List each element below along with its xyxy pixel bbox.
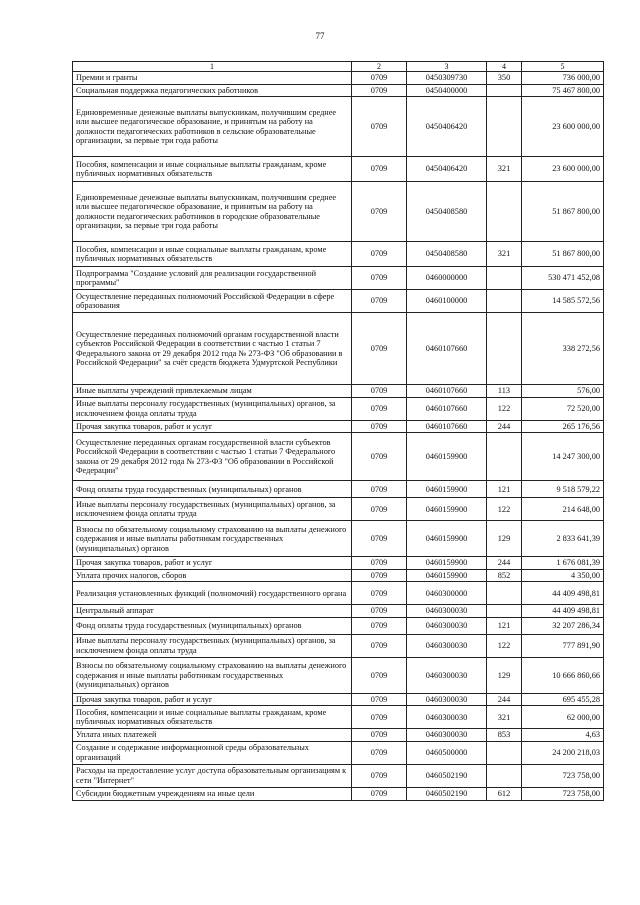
row-expense-type-cell: 122 [487,634,522,657]
row-target-code-cell: 0460159900 [407,433,487,481]
row-expense-type-cell [487,741,522,764]
row-target-code-cell: 0460300030 [407,634,487,657]
row-expense-type-cell [487,313,522,385]
row-target-code-cell: 0460000000 [407,267,487,290]
row-amount-cell: 576,00 [522,385,604,398]
row-section-cell: 0709 [352,787,407,800]
table-row [73,729,604,742]
row-name-cell: Фонд оплаты труда государственных (муниципальных) органов [73,617,352,634]
row-name-cell: Расходы на предоставление услуг доступа образовательным организациям к сети "Интернет" [73,764,352,787]
row-amount-cell: 23 600 000,00 [522,157,604,182]
row-expense-type-cell [487,605,522,618]
row-amount-cell: 695 455,28 [522,693,604,706]
table-row [73,157,604,182]
row-name-cell: Осуществление переданных органам государственной власти субъектов Российской Федерации в соответствии с частью 1 статьи 7 Федерального закона от 29 декабря 2012 года № 273-ФЗ "Об образовании в Российской Федерации" [73,433,352,481]
row-name-cell: Пособия, компенсации и иные социальные выплаты гражданам, кроме публичных нормативных обязательств [73,242,352,267]
row-target-code-cell: 0460300030 [407,617,487,634]
row-expense-type-cell [487,182,522,242]
row-expense-type-cell [487,267,522,290]
row-amount-cell: 24 200 218,03 [522,741,604,764]
row-name-cell: Субсидии бюджетным учреждениям на иные цели [73,787,352,800]
row-amount-cell: 530 471 452,08 [522,267,604,290]
row-target-code-cell: 0460107660 [407,420,487,433]
row-section-cell: 0709 [352,569,407,582]
row-name-cell: Взносы по обязательному социальному страхованию на выплаты денежного содержания и иные выплаты работникам государственных (муниципальных) органов [73,521,352,557]
row-name-cell: Иные выплаты персоналу государственных (муниципальных) органов, за исключением фонда оплаты труда [73,634,352,657]
row-expense-type-cell: 321 [487,157,522,182]
row-expense-type-cell: 350 [487,72,522,85]
row-section-cell: 0709 [352,657,407,693]
row-expense-type-cell [487,433,522,481]
row-name-cell: Иные выплаты учреждений привлекаемым лицам [73,385,352,398]
row-target-code-cell: 0460100000 [407,290,487,313]
row-target-code-cell: 0460300030 [407,706,487,729]
row-amount-cell: 736 000,00 [522,72,604,85]
header-col-3: 3 [407,62,487,72]
table-row [73,267,604,290]
row-expense-type-cell [487,290,522,313]
row-section-cell: 0709 [352,97,407,157]
row-target-code-cell: 0460159900 [407,498,487,521]
row-expense-type-cell: 321 [487,706,522,729]
row-amount-cell: 51 867 800,00 [522,242,604,267]
header-row [73,62,604,72]
row-amount-cell: 1 676 081,39 [522,557,604,570]
row-section-cell: 0709 [352,157,407,182]
table-row [73,657,604,693]
row-target-code-cell: 0460159900 [407,557,487,570]
row-target-code-cell: 0460107660 [407,397,487,420]
row-amount-cell: 32 207 286,34 [522,617,604,634]
row-amount-cell: 23 600 000,00 [522,97,604,157]
row-amount-cell: 4,63 [522,729,604,742]
row-target-code-cell: 0460300030 [407,657,487,693]
table-row [73,693,604,706]
row-section-cell: 0709 [352,481,407,498]
table-row [73,741,604,764]
row-target-code-cell: 0460107660 [407,385,487,398]
row-target-code-cell: 0450400000 [407,84,487,97]
row-section-cell: 0709 [352,72,407,85]
row-amount-cell: 9 518 579,22 [522,481,604,498]
header-col-4: 4 [487,62,522,72]
row-section-cell: 0709 [352,582,407,605]
table-row [73,569,604,582]
row-name-cell: Создание и содержание информационной среды образовательных организаций [73,741,352,764]
row-section-cell: 0709 [352,420,407,433]
table-row [73,498,604,521]
row-expense-type-cell: 244 [487,420,522,433]
row-amount-cell: 4 350,00 [522,569,604,582]
row-section-cell: 0709 [352,242,407,267]
row-name-cell: Иные выплаты персоналу государственных (муниципальных) органов, за исключением фонда оплаты труда [73,397,352,420]
row-section-cell: 0709 [352,617,407,634]
table-row [73,182,604,242]
row-section-cell: 0709 [352,84,407,97]
row-name-cell: Осуществление переданных полномочий Российской Федерации в сфере образования [73,290,352,313]
header-col-5: 5 [522,62,604,72]
row-section-cell: 0709 [352,433,407,481]
table-row [73,557,604,570]
row-name-cell: Подпрограмма "Создание условий для реализации государственной программы" [73,267,352,290]
row-section-cell: 0709 [352,267,407,290]
table-row [73,385,604,398]
table-row [73,617,604,634]
row-expense-type-cell [487,84,522,97]
table-row [73,242,604,267]
row-target-code-cell: 0460107660 [407,313,487,385]
table-row [73,521,604,557]
table-row [73,420,604,433]
row-target-code-cell: 0450406420 [407,97,487,157]
row-target-code-cell: 0460502190 [407,787,487,800]
row-amount-cell: 265 176,56 [522,420,604,433]
header-col-1: 1 [73,62,352,72]
table-row [73,290,604,313]
row-target-code-cell: 0460300030 [407,693,487,706]
row-name-cell: Единовременные денежные выплаты выпускникам, получившим среднее или высшее педагогическое образование, и принятым на работу на должности педагогических работников в городские образовательные организации, за первые три года работы [73,182,352,242]
row-target-code-cell: 0460500000 [407,741,487,764]
row-expense-type-cell: 129 [487,521,522,557]
page-number: 77 [315,31,325,41]
table-row [73,397,604,420]
row-target-code-cell: 0450408580 [407,242,487,267]
row-target-code-cell: 0460159900 [407,521,487,557]
row-section-cell: 0709 [352,693,407,706]
row-section-cell: 0709 [352,764,407,787]
row-expense-type-cell [487,764,522,787]
row-section-cell: 0709 [352,397,407,420]
row-amount-cell: 214 648,00 [522,498,604,521]
row-name-cell: Пособия, компенсации и иные социальные выплаты гражданам, кроме публичных нормативных обязательств [73,706,352,729]
row-amount-cell: 723 758,00 [522,787,604,800]
row-expense-type-cell [487,582,522,605]
table-row [73,84,604,97]
row-amount-cell: 75 467 800,00 [522,84,604,97]
row-expense-type-cell: 244 [487,693,522,706]
table-row [73,582,604,605]
row-target-code-cell: 0460159900 [407,481,487,498]
row-name-cell: Центральный аппарат [73,605,352,618]
row-expense-type-cell: 244 [487,557,522,570]
row-expense-type-cell: 113 [487,385,522,398]
row-section-cell: 0709 [352,557,407,570]
row-name-cell: Прочая закупка товаров, работ и услуг [73,557,352,570]
table-row [73,634,604,657]
row-expense-type-cell: 852 [487,569,522,582]
row-amount-cell: 44 409 498,81 [522,582,604,605]
table-row [73,764,604,787]
table-row [73,605,604,618]
row-expense-type-cell: 121 [487,617,522,634]
budget-table [72,61,604,801]
table-row [73,313,604,385]
header-col-2: 2 [352,62,407,72]
table-row [73,97,604,157]
row-name-cell: Уплата прочих налогов, сборов [73,569,352,582]
row-target-code-cell: 0460300030 [407,605,487,618]
table-row [73,706,604,729]
row-section-cell: 0709 [352,498,407,521]
row-name-cell: Социальная поддержка педагогических работников [73,84,352,97]
row-expense-type-cell: 122 [487,397,522,420]
row-name-cell: Иные выплаты персоналу государственных (муниципальных) органов, за исключением фонда оплаты труда [73,498,352,521]
row-expense-type-cell: 129 [487,657,522,693]
table-row [73,72,604,85]
row-section-cell: 0709 [352,729,407,742]
row-name-cell: Взносы по обязательному социальному страхованию на выплаты денежного содержания и иные выплаты работникам государственных (муниципальных) органов [73,657,352,693]
row-amount-cell: 62 000,00 [522,706,604,729]
row-amount-cell: 2 833 641,39 [522,521,604,557]
table-row [73,481,604,498]
row-expense-type-cell: 321 [487,242,522,267]
row-section-cell: 0709 [352,634,407,657]
row-amount-cell: 44 409 498,81 [522,605,604,618]
row-amount-cell: 777 891,90 [522,634,604,657]
row-name-cell: Фонд оплаты труда государственных (муниципальных) органов [73,481,352,498]
row-target-code-cell: 0460502190 [407,764,487,787]
row-section-cell: 0709 [352,706,407,729]
row-target-code-cell: 0460300000 [407,582,487,605]
row-name-cell: Уплата иных платежей [73,729,352,742]
row-amount-cell: 10 666 860,66 [522,657,604,693]
table-row [73,433,604,481]
row-section-cell: 0709 [352,741,407,764]
row-amount-cell: 51 867 800,00 [522,182,604,242]
row-name-cell: Осуществление переданных полномочий органам государственной власти субъектов Российской Федерации в соответствии с частью 1 статьи 7 Федерального закона от 29 декабря 2012 года № 273-ФЗ "Об образовании в Российской Федерации" за счёт средств бюджета Удмуртской Республики [73,313,352,385]
row-amount-cell: 723 758,00 [522,764,604,787]
row-name-cell: Единовременные денежные выплаты выпускникам, получившим среднее или высшее педагогическое образование, и принятым на работу на должности педагогических работников в сельские образовательные организации, за первые три года работы [73,97,352,157]
row-section-cell: 0709 [352,182,407,242]
row-target-code-cell: 0460300030 [407,729,487,742]
row-section-cell: 0709 [352,521,407,557]
row-section-cell: 0709 [352,290,407,313]
table-row [73,787,604,800]
row-target-code-cell: 0460159900 [407,569,487,582]
row-expense-type-cell: 122 [487,498,522,521]
row-expense-type-cell: 612 [487,787,522,800]
row-expense-type-cell: 121 [487,481,522,498]
row-amount-cell: 72 520,00 [522,397,604,420]
row-amount-cell: 14 247 300,00 [522,433,604,481]
row-expense-type-cell [487,97,522,157]
row-name-cell: Прочая закупка товаров, работ и услуг [73,693,352,706]
row-expense-type-cell: 853 [487,729,522,742]
row-amount-cell: 14 585 572,56 [522,290,604,313]
row-target-code-cell: 0450309730 [407,72,487,85]
row-name-cell: Реализация установленных функций (полномочий) государственного органа [73,582,352,605]
row-target-code-cell: 0450406420 [407,157,487,182]
row-section-cell: 0709 [352,313,407,385]
row-target-code-cell: 0450408580 [407,182,487,242]
row-name-cell: Пособия, компенсации и иные социальные выплаты гражданам, кроме публичных нормативных обязательств [73,157,352,182]
table-body [73,72,604,800]
row-amount-cell: 338 272,56 [522,313,604,385]
row-name-cell: Премии и гранты [73,72,352,85]
row-section-cell: 0709 [352,385,407,398]
row-section-cell: 0709 [352,605,407,618]
row-name-cell: Прочая закупка товаров, работ и услуг [73,420,352,433]
